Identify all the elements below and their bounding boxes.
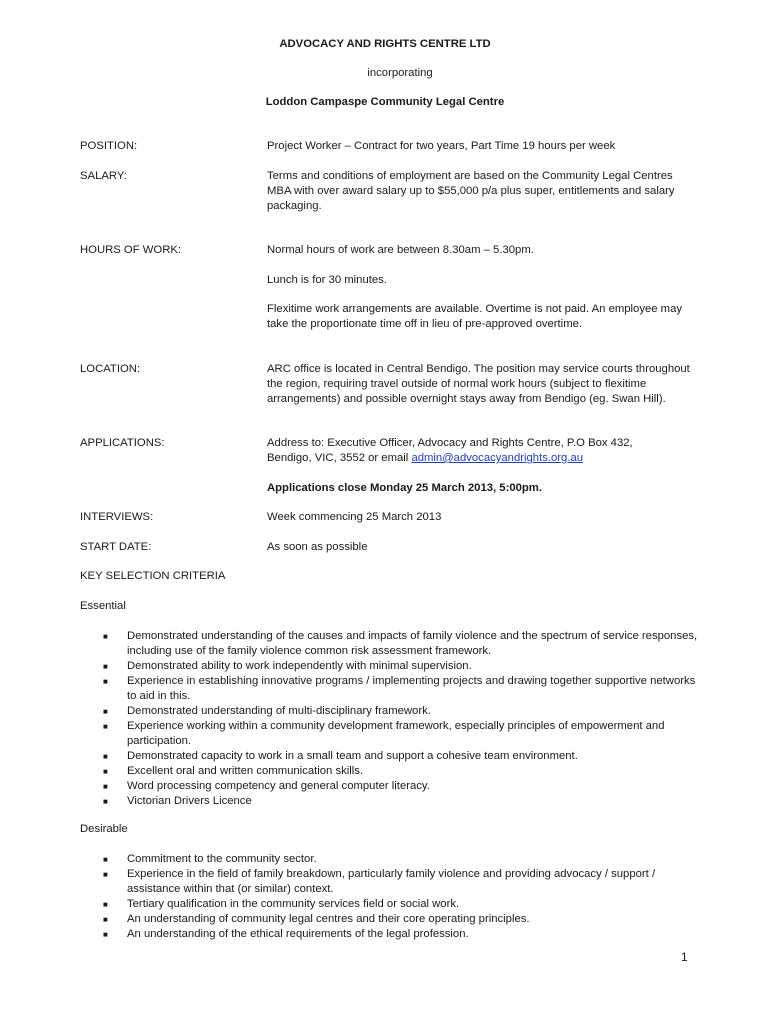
bullet-icon: ■ <box>103 752 108 761</box>
bullet-icon: ■ <box>103 900 108 909</box>
bullet-icon: ■ <box>103 722 108 731</box>
location-value: ARC office is located in Central Bendigo. The position may service courts throughout the region, requiring travel outside of normal work hours (subject to flexitime arrangements) and possible overnight stays away from Bendigo (eg. Swan Hill). <box>267 363 690 405</box>
bullet-icon: ■ <box>103 797 108 806</box>
list-item <box>80 897 700 912</box>
list-item-text: Tertiary qualification in the community services field or social work. <box>127 898 460 910</box>
bullet-icon: ■ <box>103 915 108 924</box>
hours-flexitime: Flexitime work arrangements are available. Overtime is not paid. An employee may take the proportionate time off in lieu of pre-approved overtime. <box>267 303 683 330</box>
org-subtitle: Loddon Campaspe Community Legal Centre <box>265 96 505 108</box>
list-item <box>80 659 700 674</box>
list-item-text: Experience working within a community development framework, especially principles of empowerment and participation. <box>127 720 665 747</box>
list-item <box>80 912 700 927</box>
start-date-label: START DATE: <box>80 541 152 553</box>
criteria-heading: KEY SELECTION CRITERIA <box>80 570 226 582</box>
incorporating-text: incorporating <box>367 67 433 79</box>
desirable-list <box>80 852 700 942</box>
list-item-text: An understanding of community legal centres and their core operating principles. <box>127 913 530 925</box>
salary-label: SALARY: <box>80 170 127 182</box>
bullet-icon: ■ <box>103 767 108 776</box>
page-number: 1 <box>681 950 688 964</box>
bullet-icon: ■ <box>103 855 108 864</box>
list-item-text: An understanding of the ethical requirements of the legal profession. <box>127 928 469 940</box>
list-item-text: Excellent oral and written communication skills. <box>127 765 364 777</box>
list-item <box>80 764 700 779</box>
list-item-text: Word processing competency and general computer literacy. <box>127 780 430 792</box>
list-item-text: Victorian Drivers Licence <box>127 795 252 807</box>
hours-label: HOURS OF WORK: <box>80 244 182 256</box>
start-date-value: As soon as possible <box>267 541 368 553</box>
list-item-text: Demonstrated capacity to work in a small team and support a cohesive team environment. <box>127 750 578 762</box>
list-item-text: Demonstrated understanding of multi-disciplinary framework. <box>127 705 431 717</box>
bullet-icon: ■ <box>103 662 108 671</box>
list-item <box>80 704 700 719</box>
applications-address <box>267 436 667 466</box>
list-item-text: Demonstrated understanding of the causes and impacts of family violence and the spectrum of service responses, including use of the family violence common risk assessment framework. <box>127 630 698 657</box>
bullet-icon: ■ <box>103 782 108 791</box>
org-title: ADVOCACY AND RIGHTS CENTRE LTD <box>279 38 491 50</box>
applications-close: Applications close Monday 25 March 2013, 5:00pm. <box>267 482 542 494</box>
list-item-text: Demonstrated ability to work independently with minimal supervision. <box>127 660 472 672</box>
list-item-text: Experience in the field of family breakdown, particularly family violence and providing advocacy / support / assistance within that (or similar) context. <box>127 868 656 895</box>
bullet-icon: ■ <box>103 632 108 641</box>
list-item-text: Commitment to the community sector. <box>127 853 317 865</box>
list-item <box>80 794 700 809</box>
list-item <box>80 749 700 764</box>
position-value: Project Worker – Contract for two years, Part Time 19 hours per week <box>267 140 616 152</box>
location-label: LOCATION: <box>80 363 141 375</box>
position-label: POSITION: <box>80 140 138 152</box>
interviews-value: Week commencing 25 March 2013 <box>267 511 442 523</box>
salary-value: Terms and conditions of employment are based on the Community Legal Centres MBA with over award salary up to $55,000 p/a plus super, entitlements and salary packaging. <box>267 170 675 212</box>
desirable-heading: Desirable <box>80 823 128 835</box>
list-item <box>80 629 700 659</box>
hours-normal: Normal hours of work are between 8.30am – 5.30pm. <box>267 244 534 256</box>
list-item <box>80 852 700 867</box>
list-item <box>80 867 700 897</box>
list-item <box>80 779 700 794</box>
hours-lunch: Lunch is for 30 minutes. <box>267 274 387 286</box>
list-item-text: Experience in establishing innovative programs / implementing projects and drawing together supportive networks to aid in this. <box>127 675 696 702</box>
list-item <box>80 674 700 704</box>
bullet-icon: ■ <box>103 677 108 686</box>
essential-heading: Essential <box>80 600 126 612</box>
applications-address-text: Address to: Executive Officer, Advocacy and Rights Centre, P.O Box 432, Bendigo, VIC, 3552 or email <box>267 437 633 464</box>
list-item <box>80 719 700 749</box>
bullet-icon: ■ <box>103 930 108 939</box>
list-item <box>80 927 700 942</box>
bullet-icon: ■ <box>103 707 108 716</box>
interviews-label: INTERVIEWS: <box>80 511 154 523</box>
email-link[interactable]: admin@advocacyandrights.org.au <box>411 452 584 464</box>
essential-list <box>80 629 700 809</box>
applications-label: APPLICATIONS: <box>80 437 165 449</box>
bullet-icon: ■ <box>103 870 108 879</box>
